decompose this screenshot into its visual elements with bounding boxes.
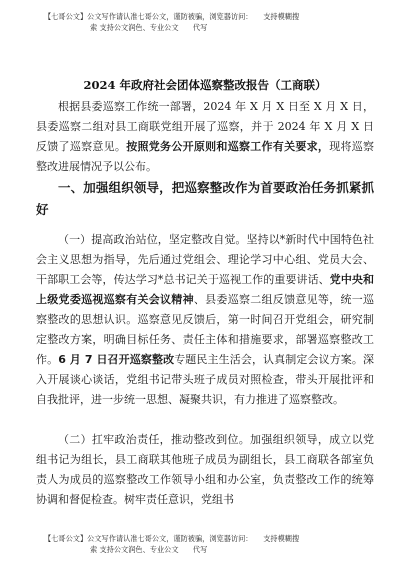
s1p1-text-c: 、县委巡察二组反馈意见等，统一巡察整改的思想认识。巡察意见反馈后，第一时间召开党组会，研究制定整改方案，明确目标任务、责任主体和措施要求，部署巡察整改工作。 <box>36 293 375 366</box>
s1p1-highlight-date: 6 月 7 日召开巡察整改 <box>58 353 175 366</box>
banner-line-1: 【七哥公文】公文写作请认准七哥公文，谨防被骗，浏览器访问： 支持模糊搜 <box>44 12 300 21</box>
footer-watermark-banner <box>44 533 374 555</box>
intro-closing-text: 现将巡察整改进展情况予以公布。 <box>36 140 375 173</box>
intro-text: 根据县委巡察工作统一部署，2024 年 X 月 X 日至 X 月 X 日，县委巡察二组对县工商联党组开展了巡察，并于 2024 年 X 月 X 日反馈了巡察意见。 <box>36 100 374 153</box>
section-1-paragraph-1 <box>36 230 374 410</box>
banner-line-2: 索 支持公文润色、专业公文 代写 <box>90 23 208 32</box>
intro-paragraph <box>36 97 374 177</box>
s1p1-highlight-meeting: 党中央和上级党委巡视巡察有关会议精神 <box>36 273 374 306</box>
intro-bold-text: 按照党务公开原则和巡察工作有关要求， <box>126 140 330 153</box>
banner-line-2: 索 支持公文润色、专业公文 代写 <box>90 545 208 554</box>
section-1-paragraph-2: （二）扛牢政治责任，推动整改到位。加强组织领导，成立以党组书记为组长，县工商联其他班子成员为副组长，县工商联各部室负责人为成员的巡察整改工作领导小组和办公室，负责整改工作的统筹协调和督促检查。树牢责任意识，党组书 <box>36 433 374 506</box>
section-1-heading: 一、加强组织领导，把巡察整改作为首要政治任务抓紧抓好 <box>36 180 374 217</box>
header-watermark-banner <box>44 11 374 33</box>
s1p1-text-a: （一）提高政治站位，坚定整改自觉。坚持以*新时代中国特色社会主义思想为指导，先后通过党组会、理论学习中心组、党员大会、干部职工会等，传达学习*总书记关于巡视工作的重要讲话、 <box>36 233 374 286</box>
banner-line-1: 【七哥公文】公文写作请认准七哥公文，谨防被骗，浏览器访问： 支持模糊搜 <box>44 534 300 543</box>
document-title: 2024 年政府社会团体巡察整改报告（工商联） <box>83 78 327 92</box>
s1p1-text-e: 专题民主生活会，认真制定会议方案。深入开展谈心谈话，党组书记带头班子成员对照检查，带头开展批评和自我批评，进一步统一思想、凝聚共识，有力推进了巡察整改。 <box>36 353 375 406</box>
